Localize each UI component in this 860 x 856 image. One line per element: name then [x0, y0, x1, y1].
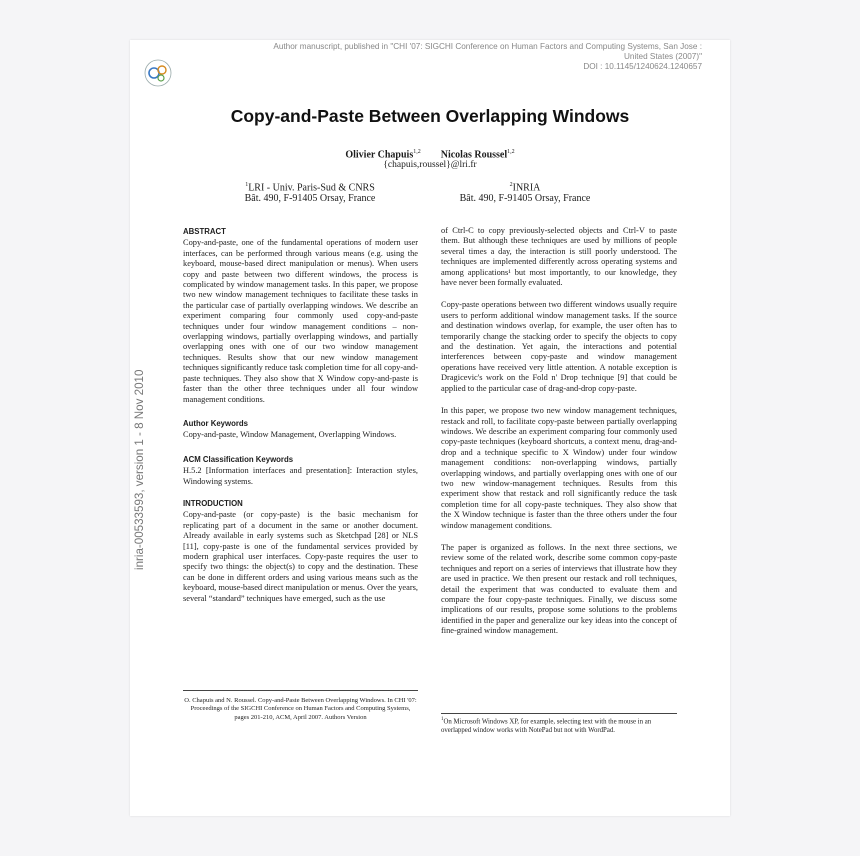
- author-name: Olivier Chapuis: [345, 149, 414, 161]
- keywords-text: Copy-and-paste, Window Management, Overlapping Windows.: [183, 430, 397, 440]
- affiliation-2: [450, 180, 600, 204]
- author-affiliation-mark: 1,2: [413, 149, 421, 155]
- header-citation: Author manuscript, published in "CHI '07: SIGCHI Conference on Human Factors and Computing Systems, San Jose : United States (2007)": [273, 42, 702, 61]
- keywords-heading: Author Keywords: [183, 418, 248, 428]
- footnote-text: On Microsoft Windows XP, for example, selecting text with the mouse in an overlapped window works with NotePad but not with WordPad.: [441, 718, 652, 734]
- citation-note: O. Chapuis and N. Roussel. Copy-and-Paste Between Overlapping Windows. In CHI '07: Proceedings of the SIGCHI Conference on Human Factors and Computing Systems, pages 201-210, ACM, April 2007. Authors Version: [183, 690, 418, 722]
- footnote: [441, 713, 677, 735]
- author-name: Nicolas Roussel: [440, 149, 508, 161]
- affiliation-name: LRI - Univ. Paris-Sud & CNRS: [248, 182, 375, 194]
- paragraph: In this paper, we propose two new window management techniques, restack and roll, to facilitate copy-paste between partially overlapping windows. We describe an experiment comparing four commonly used copy-paste techniques (keyboard shortcuts, a context menu, drag-and-drop and a technique specific to X Window) under four window management conditions: non-overlapping windows, partially overlapping windows, and partially overlapping ones with one of our two new window-management techniques. Results from this experiment show that restack and roll significantly reduce the task completion time for all copy-paste techniques. They also show that the X Window technique is faster than the three others under the four window management conditions.: [441, 406, 677, 530]
- introduction-heading: INTRODUCTION: [183, 498, 243, 508]
- author-email: {chapuis,roussel}@lri.fr: [383, 160, 477, 170]
- header-doi: DOI : 10.1145/1240624.1240657: [583, 62, 702, 71]
- paragraph: of Ctrl-C to copy previously-selected objects and Ctrl-V to paste them. But although these techniques are used by millions of people several times a day, the interaction is still poorly understood. The techniques are implemented differently across operating systems and among applications¹ but most importantly, to our knowledge, they have never been formally evaluated.: [441, 226, 677, 288]
- affiliation-address: Bât. 490, F-91405 Orsay, France: [459, 193, 591, 205]
- ccsd-logo-icon: [143, 58, 173, 88]
- footnote-mark: 1: [441, 717, 444, 722]
- manuscript-header: [272, 42, 702, 72]
- abstract-text: Copy-and-paste, one of the fundamental operations of modern user interfaces, can be performed through various means (e.g. using the keyboard, mouse-based direct manipulation or menus). When users copy and paste between two different windows, the process is complicated by window management tasks. In this paper, we propose two new window management techniques to facilitate these tasks in the particular case of partially overlapping windows. We describe an experiment comparing four commonly used copy-and-paste techniques under four window management conditions – non-overlapping windows, partially overlapping windows, and partially overlapping ones with one of our two window management techniques. Results show that our new window management techniques significantly reduce task completion time for all copy-and-paste techniques. They also show that X Window copy-and-paste is faster than the other three techniques under all four window management conditions.: [183, 238, 418, 404]
- right-column: [441, 226, 677, 637]
- author-affiliation-mark: 1,2: [507, 149, 515, 155]
- hal-watermark: inria-00533593, version 1 - 8 Nov 2010: [133, 369, 146, 570]
- left-column: [183, 227, 418, 604]
- affiliation-name: INRIA: [512, 182, 541, 194]
- affiliation-address: Bât. 490, F-91405 Orsay, France: [244, 193, 376, 205]
- affiliation-mark: 2: [509, 182, 513, 188]
- affiliation-1: [235, 180, 385, 204]
- paragraph: The paper is organized as follows. In the next three sections, we review some of the related work, describe some common copy-paste techniques and report on a series of interviews that illustrate how they are used in practice. We then present our restack and roll techniques, detail the experiment that was conducted to evaluate them and compare the four copy-paste techniques. Finally, we discuss some implications of our results, propose some solutions to the problems identified in the paper and generalize our key ideas into the concept of fine-grained window management.: [441, 542, 677, 636]
- introduction-text: Copy-and-paste (or copy-paste) is the basic mechanism for replicating part of a document in the same or another document. Already available in early systems such as Sketchpad [28] or NLS [11], copy-paste is one of the fundamental services provided by modern graphical user interfaces. Copy-paste requires the user to specify two things: the object(s) to copy and the destination. These can be done in different orders and using various means such as the keyboard, mouse-based direct manipulation or menus. Over the years, several “standard” techniques have emerged, such as the use: [183, 510, 418, 603]
- acm-text: H.5.2 [Information interfaces and presentation]: Interaction styles, Windowing systems.: [183, 466, 418, 486]
- paper-page: [130, 40, 730, 816]
- paragraph: Copy-paste operations between two different windows usually require users to perform additional window management tasks. If the source and destination windows overlap, for example, the user often has to temporarily change the stacking order to specify the objects to copy and the destination. Yet again, the interactions and potential interferences between copy-paste and window management operations have received very little attention. A notable exception is Dragicevic's work on the Fold n' Drop technique [9] that could be applied to the particular case of drag-and-drop copy-paste.: [441, 300, 677, 393]
- paper-title: Copy-and-Paste Between Overlapping Windows: [230, 106, 630, 126]
- author-list: [310, 149, 550, 160]
- abstract-heading: ABSTRACT: [183, 227, 226, 236]
- acm-heading: ACM Classification Keywords: [183, 454, 294, 464]
- affiliation-mark: 1: [245, 182, 249, 188]
